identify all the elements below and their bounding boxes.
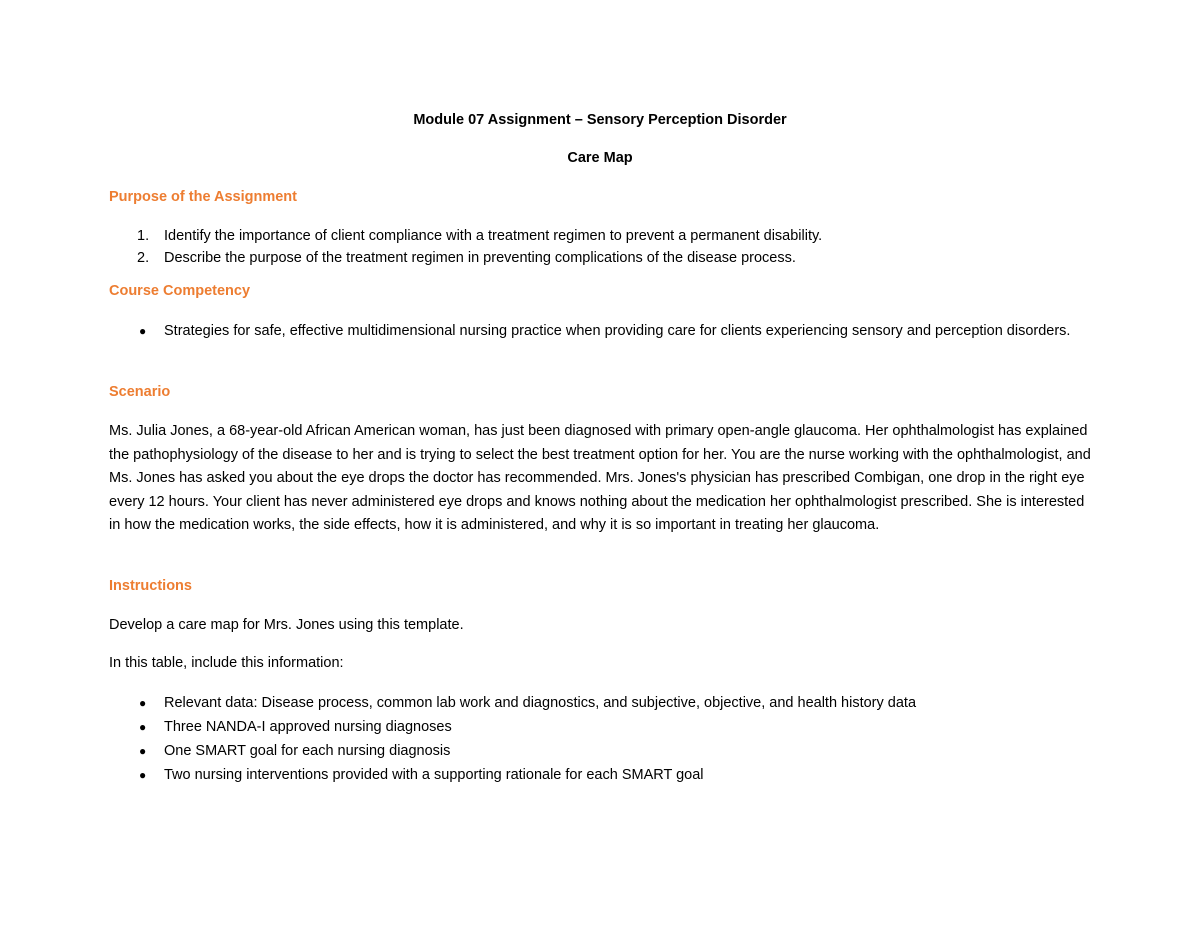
list-item-text: Identify the importance of client compliance with a treatment regimen to prevent a permanent disability.: [164, 228, 823, 244]
list-item: [109, 715, 1092, 739]
list-item: [109, 225, 1092, 247]
list-item: [109, 319, 1092, 343]
competency-heading: Course Competency: [109, 283, 251, 299]
bullet-icon: ●: [139, 768, 147, 782]
purpose-heading: Purpose of the Assignment: [109, 189, 297, 205]
list-item-text: Strategies for safe, effective multidimensional nursing practice when providing care for clients experiencing sensory and perception disorders.: [164, 323, 1071, 339]
bullet-icon: ●: [139, 696, 147, 710]
document-title: Module 07 Assignment – Sensory Perception Disorder: [413, 112, 787, 128]
list-item: [109, 739, 1092, 763]
bullet-icon: ●: [139, 720, 147, 734]
bullet-icon: ●: [139, 324, 147, 338]
purpose-list: [109, 225, 1092, 269]
competency-list: [109, 319, 1092, 343]
list-item: [109, 691, 1092, 715]
bullet-icon: ●: [139, 744, 147, 758]
list-item-text: Describe the purpose of the treatment regimen in preventing complications of the disease process.: [164, 250, 796, 266]
instructions-heading: Instructions: [109, 578, 192, 594]
instructions-intro: Develop a care map for Mrs. Jones using this template.: [109, 617, 464, 633]
scenario-paragraph: Ms. Julia Jones, a 68-year-old African American woman, has just been diagnosed with primary open-angle glaucoma. Her ophthalmologist has explained the pathophysiology of the disease to her and is trying to select the best treatment option for her. You are the nurse working with the ophthalmologist, and Ms. Jones has asked you about the eye drops the doctor has recommended. Mrs. Jones's physician has prescribed Combigan, one drop in the right eye every 12 hours. Your client has never administered eye drops and knows nothing about the medication her ophthalmologist prescribed. She is interested in how the medication works, the side effects, how it is administered, and why it is so important in treating her glaucoma.: [109, 423, 1091, 533]
scenario-heading: Scenario: [109, 384, 171, 400]
list-item-text: Three NANDA-I approved nursing diagnoses: [164, 719, 452, 735]
list-item: [109, 247, 1092, 269]
list-item-text: One SMART goal for each nursing diagnosis: [164, 743, 451, 759]
list-item-text: Relevant data: Disease process, common lab work and diagnostics, and subjective, objective, and health history data: [164, 695, 917, 711]
instructions-list: [109, 691, 1092, 787]
list-item-text: Two nursing interventions provided with a supporting rationale for each SMART goal: [164, 767, 704, 783]
document-subtitle: Care Map: [567, 150, 633, 166]
table-intro: In this table, include this information:: [109, 655, 344, 671]
list-number: 1.: [137, 228, 150, 244]
list-number: 2.: [137, 250, 150, 266]
list-item: [109, 763, 1092, 787]
